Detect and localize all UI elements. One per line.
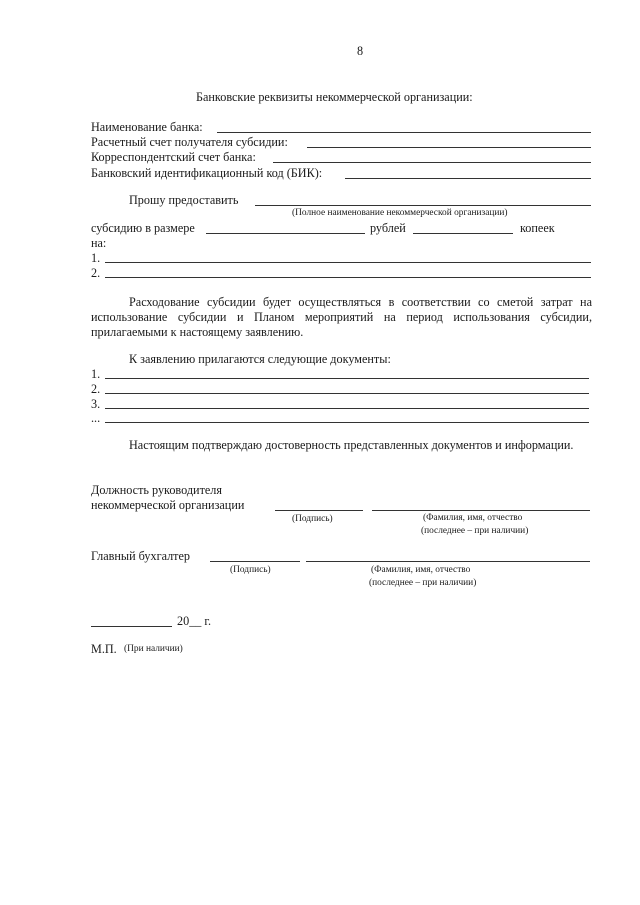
document-item-more-field[interactable] xyxy=(105,422,589,423)
purpose-item-1-field[interactable] xyxy=(105,262,591,263)
bank-bik-field[interactable] xyxy=(345,178,591,179)
accountant-signature-hint: (Подпись) xyxy=(230,565,271,575)
document-item-more-number: ... xyxy=(91,411,101,425)
bank-name-field[interactable] xyxy=(217,132,591,133)
director-label-line2: некоммерческой организации xyxy=(91,498,245,512)
director-name-field[interactable] xyxy=(372,510,590,511)
org-name-hint: (Полное наименование некоммерческой организации) xyxy=(292,208,508,218)
director-name-hint-line1: (Фамилия, имя, отчество xyxy=(423,513,523,523)
form-title: Банковские реквизиты некоммерческой организации: xyxy=(196,90,473,104)
document-item-1-number: 1. xyxy=(91,367,101,381)
bank-bik-label: Банковский идентификационный код (БИК): xyxy=(91,166,323,180)
document-item-2-number: 2. xyxy=(91,382,101,396)
accountant-signature-field[interactable] xyxy=(210,561,300,562)
bank-corr-label: Корреспондентский счет банка: xyxy=(91,150,256,164)
purpose-item-1-number: 1. xyxy=(91,251,101,265)
kopecks-label: копеек xyxy=(520,221,555,235)
documents-intro: К заявлению прилагаются следующие документы: xyxy=(129,352,391,366)
accountant-name-hint-line1: (Фамилия, имя, отчество xyxy=(371,565,471,575)
director-signature-field[interactable] xyxy=(275,510,363,511)
date-day-month-field[interactable] xyxy=(91,626,172,627)
spending-paragraph: Расходование субсидии будет осуществляться в соответствии со сметой затрат на использование субсидии и Планом мероприятий на период использования субсидии, прилагаемыми к настоящему заявлению. xyxy=(91,295,592,339)
date-year: 20__ г. xyxy=(177,614,212,628)
document-item-3-number: 3. xyxy=(91,397,101,411)
purpose-item-2-number: 2. xyxy=(91,266,101,280)
rubles-label: рублей xyxy=(370,221,406,235)
document-item-1-field[interactable] xyxy=(105,378,589,379)
page-number: 8 xyxy=(357,44,364,58)
accountant-label: Главный бухгалтер xyxy=(91,549,191,563)
amount-label: субсидию в размере xyxy=(91,221,195,235)
stamp-label: М.П. xyxy=(91,642,117,656)
accountant-name-field[interactable] xyxy=(306,561,590,562)
kopecks-field[interactable] xyxy=(413,233,513,234)
rubles-field[interactable] xyxy=(206,233,365,234)
director-name-hint-line2: (последнее – при наличии) xyxy=(421,526,529,536)
confirm-paragraph: Настоящим подтверждаю достоверность представленных документов и информации. xyxy=(129,438,574,452)
director-label-line1: Должность руководителя xyxy=(91,483,222,497)
provide-label: Прошу предоставить xyxy=(129,193,239,207)
bank-account-label: Расчетный счет получателя субсидии: xyxy=(91,135,288,149)
bank-corr-field[interactable] xyxy=(273,162,591,163)
for-label: на: xyxy=(91,236,107,250)
purpose-item-2-field[interactable] xyxy=(105,277,591,278)
bank-name-label: Наименование банка: xyxy=(91,120,203,134)
accountant-name-hint-line2: (последнее – при наличии) xyxy=(369,578,477,588)
bank-account-field[interactable] xyxy=(307,147,591,148)
document-item-2-field[interactable] xyxy=(105,393,589,394)
director-signature-hint: (Подпись) xyxy=(292,514,333,524)
stamp-hint: (При наличии) xyxy=(124,644,183,654)
org-name-field[interactable] xyxy=(255,205,591,206)
document-item-3-field[interactable] xyxy=(105,408,589,409)
